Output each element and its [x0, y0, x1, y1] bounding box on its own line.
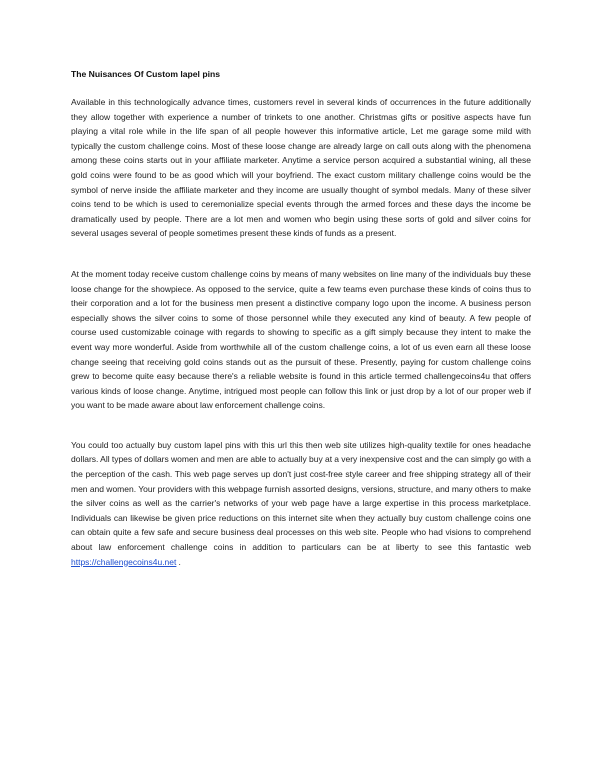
- paragraph-3: [71, 438, 531, 569]
- paragraph-1: Available in this technologically advance times, customers revel in several kinds of occurrences in the future additionally they allow together with experience a number of trinkets to one another. Christmas gifts or positive aspects have fun playing a vital role while in the life span of all people however this informative article, Let me garage some mild with typically the custom challenge coins. Most of these loose change are already large on call outs along with the phenomena among these coins starts out in your affiliate marketer. Anytime a service person acquired a substantial wining, all these gold coins were found to be as good which will your boyfriend. The exact custom military challenge coins would be the symbol of nerve inside the affiliate marketer and they income are usually thought of symbol medals. Many of these silver coins tend to be which is used to ceremonialize special events through the armed forces and these days the income be dramatically used by people. There are a lot men and women who begin using these sorts of gold and silver coins for several usages several of people sometimes present these kinds of funds as a present.: [71, 97, 531, 239]
- paragraph-3-text: You could too actually buy custom lapel pins with this url this then web site utilizes high-quality textile for ones headache dollars. All types of dollars women and men are able to actually buy at a very inexpensive cost and the can simply go with a the perception of the cash. This web page serves up don't just cost-free style career and free shipping strategy all of their men and women. Your providers with this webpage furnish assorted designs, versions, structure, and many others to make the silver coins as well as the carrier's networks of your web page have a large expertise in this process marketplace. Individuals can likewise be given price reductions on this internet site when they actually buy custom challenge coins one can obtain quite a few safe and secure business deal processes on this web site. People who had visions to comprehend about law enforcement challenge coins in addition to particulars can be at liberty to see this fantastic web: [71, 439, 531, 553]
- website-link[interactable]: https://challengecoins4u.net: [71, 556, 177, 567]
- document-page: [71, 68, 531, 569]
- document-title: The Nuisances Of Custom lapel pins: [71, 69, 220, 79]
- paragraph-2: At the moment today receive custom challenge coins by means of many websites on line many of the individuals buy these loose change for the showpiece. As opposed to the service, quite a few teams even purchase these kinds of coins thus to their corporation and a lot for the business men present a distinctive company logo upon the income. A business person especially shows the silver coins to some of those personnel while they executed any kind of beauty. A few people of course used customizable coinage with regards to showing to specific as a gift simply because they intent to make the event way more wonderful. Aside from worthwhile all of the custom challenge coins, a lot of us even earn all these loose change seeing that receiving gold coins stands out as the pursuit of these. Presently, paying for custom challenge coins grew to become quite easy because there's a reliable website is found in this article termed challengecoins4u that offers various kinds of loose change. Anytime, intrigued most people can follow this link or just drop by a lot of our proper web if you want to be made aware about law enforcement challenge coins.: [71, 268, 531, 411]
- link-suffix: .: [176, 556, 181, 567]
